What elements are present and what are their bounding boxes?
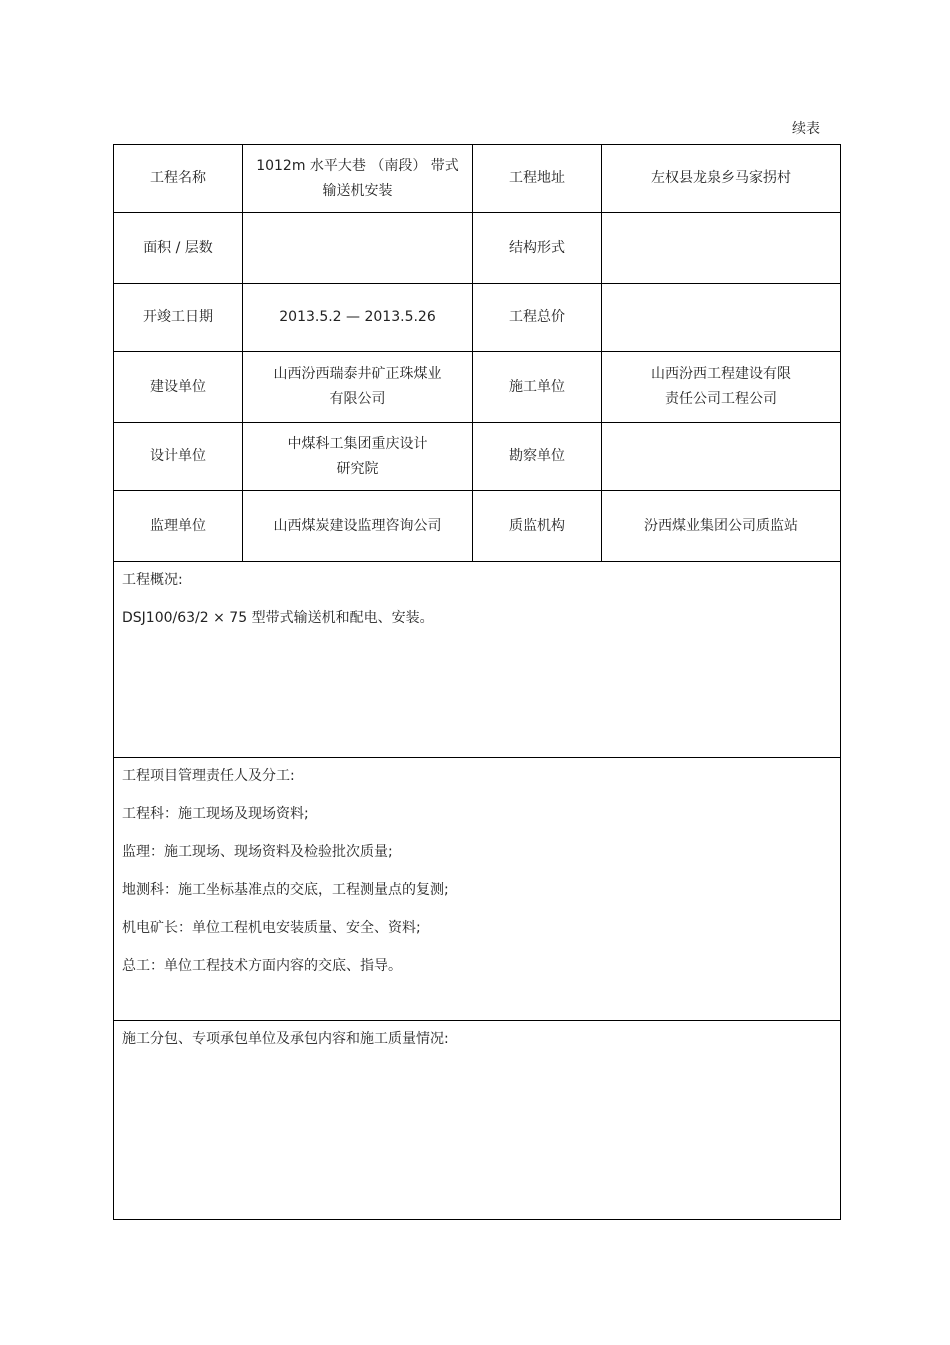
management-item: 机电矿长：单位工程机电安装质量、安全、资料; <box>122 920 421 936</box>
project-name-line1: 1012m 水平大巷 （南段） 带式 <box>256 157 459 174</box>
management-item: 总工：单位工程技术方面内容的交底、指导。 <box>122 958 402 974</box>
area-value <box>243 213 473 284</box>
design-line2: 研究院 <box>336 460 379 477</box>
management-item: 工程科：施工现场及现场资料; <box>122 806 309 822</box>
row-project-name <box>114 145 841 213</box>
continued-label: 续表 <box>792 121 820 137</box>
supervision-label: 监理单位 <box>114 491 243 562</box>
row-overview <box>114 562 841 758</box>
survey-value <box>602 423 841 491</box>
design-line1: 中煤科工集团重庆设计 <box>287 435 428 452</box>
builder-line1: 山西汾西瑞泰井矿正珠煤业 <box>273 366 442 382</box>
builder-line2: 有限公司 <box>329 391 386 407</box>
dates-value: 2013.5.2 — 2013.5.26 <box>243 284 473 352</box>
supervision-value: 山西煤炭建设监理咨询公司 <box>243 491 473 562</box>
design-label: 设计单位 <box>114 423 243 491</box>
management-title: 工程项目管理责任人及分工: <box>122 768 295 784</box>
management-section <box>114 758 841 1021</box>
subcontract-section <box>114 1021 841 1220</box>
row-subcontract <box>114 1021 841 1220</box>
project-name-value <box>243 145 473 213</box>
project-info-table <box>113 144 841 1220</box>
subcontract-title: 施工分包、专项承包单位及承包内容和施工质量情况: <box>122 1031 449 1047</box>
survey-label: 勘察单位 <box>473 423 602 491</box>
row-design <box>114 423 841 491</box>
structure-value <box>602 213 841 284</box>
contractor-line1: 山西汾西工程建设有限 <box>651 366 791 382</box>
overview-title: 工程概况: <box>122 572 183 588</box>
contractor-value <box>602 352 841 423</box>
contractor-line2: 责任公司工程公司 <box>665 391 777 407</box>
total-price-label: 工程总价 <box>473 284 602 352</box>
row-dates <box>114 284 841 352</box>
area-label: 面积 / 层数 <box>114 213 243 284</box>
management-item: 监理：施工现场、现场资料及检验批次质量; <box>122 844 393 860</box>
total-price-value <box>602 284 841 352</box>
project-name-label: 工程名称 <box>114 145 243 213</box>
overview-text: DSJ100/63/2 × 75 型带式输送机和配电、安装。 <box>122 610 434 626</box>
design-value <box>243 423 473 491</box>
row-builder <box>114 352 841 423</box>
quality-label: 质监机构 <box>473 491 602 562</box>
row-supervision <box>114 491 841 562</box>
management-item: 地测科：施工坐标基准点的交底，工程测量点的复测; <box>122 882 449 898</box>
builder-label: 建设单位 <box>114 352 243 423</box>
project-address-value: 左权县龙泉乡马家拐村 <box>602 145 841 213</box>
builder-value <box>243 352 473 423</box>
contractor-label: 施工单位 <box>473 352 602 423</box>
row-management <box>114 758 841 1021</box>
row-area <box>114 213 841 284</box>
overview-section <box>114 562 841 758</box>
quality-value: 汾西煤业集团公司质监站 <box>602 491 841 562</box>
dates-label: 开竣工日期 <box>114 284 243 352</box>
project-address-label: 工程地址 <box>473 145 602 213</box>
project-name-line2: 输送机安装 <box>322 182 393 199</box>
structure-label: 结构形式 <box>473 213 602 284</box>
